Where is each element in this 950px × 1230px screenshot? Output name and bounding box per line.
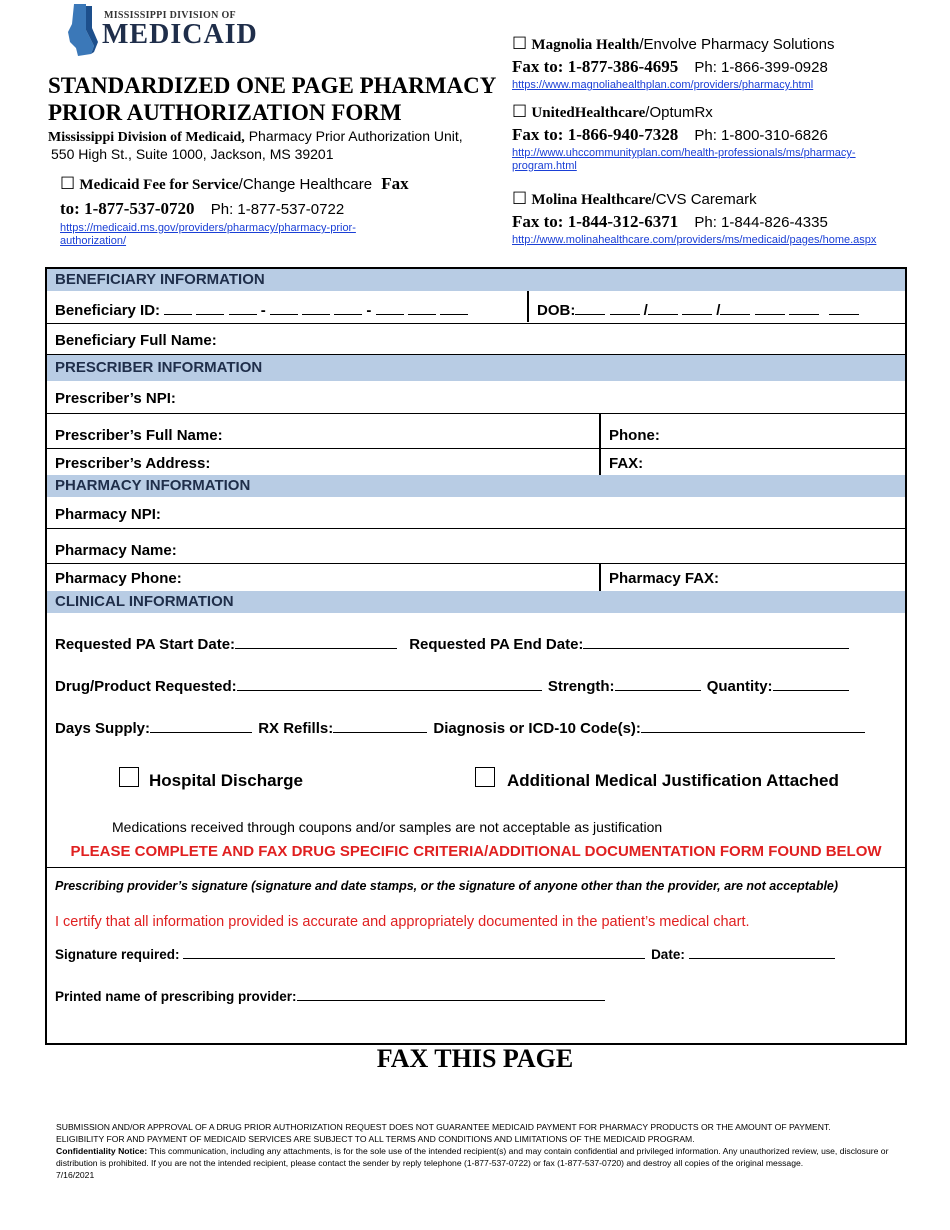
pa-dates-line xyxy=(55,635,849,653)
ffs-vendor: /Change Healthcare xyxy=(238,176,373,193)
disclaimer xyxy=(56,1121,896,1181)
plan-magnolia xyxy=(512,34,912,91)
confidentiality-label: Confidentiality Notice: xyxy=(56,1146,148,1156)
days-supply-input[interactable] xyxy=(150,719,252,733)
beneficiary-section-header xyxy=(47,269,905,291)
magnolia-phone: Ph: 1-866-399-0928 xyxy=(694,59,828,76)
hospital-discharge-checkbox[interactable] xyxy=(119,767,139,787)
drug-label: Drug/Product Requested: xyxy=(55,678,237,695)
quantity-input[interactable] xyxy=(773,677,849,691)
form-title xyxy=(48,72,508,126)
pharmacy-npi-row[interactable] xyxy=(47,497,905,529)
plan-ffs xyxy=(60,172,460,247)
prescriber-fax-label[interactable]: FAX: xyxy=(609,455,644,472)
clinical-section-header xyxy=(47,591,905,613)
united-fax: Fax to: 1-866-940-7328 xyxy=(512,125,679,144)
ffs-fax-prefix: Fax xyxy=(381,174,409,193)
pa-start-label: Requested PA Start Date: xyxy=(55,636,236,653)
date-input[interactable] xyxy=(689,947,835,959)
united-name: UnitedHealthcare xyxy=(531,105,646,121)
form-version: 7/16/2021 xyxy=(56,1170,95,1180)
prescriber-address-label[interactable]: Prescriber’s Address: xyxy=(55,455,211,472)
logo-text-big: MEDICAID xyxy=(102,19,258,50)
plan-molina xyxy=(512,189,912,246)
magnolia-fax: Fax to: 1-877-386-4695 xyxy=(512,57,679,76)
agency-address: 550 High St., Suite 1000, Jackson, MS 39201 xyxy=(51,146,334,162)
signature-label: Signature required: xyxy=(55,947,180,962)
disclaimer-line2: ELIGIBILITY FOR AND PAYMENT OF MEDICAID SERVICES ARE SUBJECT TO ALL TERMS AND CONDITIONS AND LIMITATIONS OF THE MEDICAID PROGRAM. xyxy=(56,1134,695,1144)
pharmacy-section-header xyxy=(47,475,905,497)
prescriber-section-header xyxy=(47,355,905,381)
printed-name-label: Printed name of prescribing provider: xyxy=(55,989,297,1004)
agency-unit: Pharmacy Prior Authorization Unit, xyxy=(244,128,463,144)
plan-united xyxy=(512,102,912,172)
confidentiality-text: This communication, including any attachments, is for the sole use of the intended recipient(s) and may contain confidential and privileged information. Any unauthorized review, use, disclosure or distribution is prohibited. If you are not the intended recipient, please contact the sender by reply telephone (1-877-537-0722) or fax (1-877-537-0720) and destroy all copies of the original message. xyxy=(56,1146,889,1168)
pa-start-input[interactable] xyxy=(235,635,397,649)
quantity-label: Quantity: xyxy=(706,678,773,695)
molina-checkbox[interactable]: ☐ xyxy=(512,189,528,209)
beneficiary-id-sep1: - xyxy=(260,302,266,319)
molina-phone: Ph: 1-844-826-4335 xyxy=(694,214,828,231)
magnolia-vendor: /Envolve Pharmacy Solutions xyxy=(639,36,835,53)
dob-sep1: / xyxy=(643,302,648,319)
pharmacy-phone-row xyxy=(47,564,905,591)
ffs-fax: to: 1-877-537-0720 xyxy=(60,199,195,218)
signature-line xyxy=(55,947,835,962)
prescriber-name-label[interactable]: Prescriber’s Full Name: xyxy=(55,427,223,444)
molina-fax: Fax to: 1-844-312-6371 xyxy=(512,212,679,231)
beneficiary-id-label: Beneficiary ID: xyxy=(55,302,161,319)
drug-line xyxy=(55,677,849,695)
magnolia-url[interactable]: https://www.magnoliahealthplan.com/providers/pharmacy.html xyxy=(512,79,814,91)
signature-input[interactable] xyxy=(183,947,645,959)
molina-name: Molina Healthcare xyxy=(531,192,652,208)
printed-name-input[interactable] xyxy=(297,989,605,1001)
ffs-url-1[interactable]: https://medicaid.ms.gov/providers/pharmacy/pharmacy-prior- xyxy=(60,222,356,234)
prescriber-section-title: PRESCRIBER INFORMATION xyxy=(55,359,263,376)
additional-justification-checkbox[interactable] xyxy=(475,767,495,787)
diagnosis-label: Diagnosis or ICD-10 Code(s): xyxy=(433,720,641,737)
printed-name-line xyxy=(55,989,605,1004)
pharmacy-section-title: PHARMACY INFORMATION xyxy=(55,477,251,494)
agency-name: Mississippi Division of Medicaid, xyxy=(48,130,245,145)
additional-justification-label: Additional Medical Justification Attached xyxy=(507,771,839,790)
prescriber-npi-label: Prescriber’s NPI: xyxy=(55,390,176,407)
diagnosis-input[interactable] xyxy=(641,719,865,733)
coupon-note: Medications received through coupons and/or samples are not acceptable as justification xyxy=(112,819,663,835)
dob-field[interactable] xyxy=(537,301,859,319)
beneficiary-name-label: Beneficiary Full Name: xyxy=(55,332,217,349)
fax-this-page-heading: FAX THIS PAGE xyxy=(376,1044,574,1073)
ffs-url-2[interactable]: authorization/ xyxy=(60,235,127,247)
strength-label: Strength: xyxy=(547,678,615,695)
united-vendor: /OptumRx xyxy=(645,104,713,121)
magnolia-name: Magnolia Health xyxy=(531,37,640,53)
date-label: Date: xyxy=(651,947,685,962)
beneficiary-name-row[interactable] xyxy=(47,324,905,355)
strength-input[interactable] xyxy=(615,677,701,691)
ffs-phone: Ph: 1-877-537-0722 xyxy=(210,201,345,218)
dob-sep2: / xyxy=(716,302,721,319)
pharmacy-name-row[interactable] xyxy=(47,529,905,564)
logo-text-small: MISSISSIPPI DIVISION OF xyxy=(104,10,236,21)
molina-url[interactable]: http://www.molinahealthcare.com/providers/ms/medicaid/pages/home.aspx xyxy=(512,234,877,246)
dob-label: DOB: xyxy=(537,302,576,319)
days-supply-label: Days Supply: xyxy=(55,720,151,737)
refills-label: RX Refills: xyxy=(258,720,334,737)
pharmacy-fax-label[interactable]: Pharmacy FAX: xyxy=(609,570,720,587)
beneficiary-id-sep2: - xyxy=(366,302,372,319)
ffs-checkbox[interactable]: ☐ xyxy=(60,174,76,194)
pa-end-input[interactable] xyxy=(583,635,849,649)
prescriber-npi-row[interactable] xyxy=(47,381,905,414)
drug-input[interactable] xyxy=(237,677,542,691)
supply-line xyxy=(55,719,865,737)
disclaimer-line1: SUBMISSION AND/OR APPROVAL OF A DRUG PRIOR AUTHORIZATION REQUEST DOES NOT GUARANTEE MEDICAID PAYMENT FOR PHARMACY PRODUCTS OR THE AMOUNT OF PAYMENT. xyxy=(56,1122,831,1132)
prescriber-name-row xyxy=(47,414,905,449)
pharmacy-name-label: Pharmacy Name: xyxy=(55,542,177,559)
hospital-discharge-label: Hospital Discharge xyxy=(149,771,303,790)
beneficiary-id-field[interactable] xyxy=(55,301,468,319)
agency-info xyxy=(48,128,508,162)
certify-statement: I certify that all information provided is accurate and appropriately documented in the patient’s medical chart. xyxy=(55,914,750,930)
molina-vendor: /CVS Caremark xyxy=(651,191,757,208)
ffs-name: Medicaid Fee for Service xyxy=(79,177,239,193)
form-title-line2: PRIOR AUTHORIZATION FORM xyxy=(48,100,402,125)
beneficiary-section-title: BENEFICIARY INFORMATION xyxy=(55,271,265,288)
prescriber-phone-label[interactable]: Phone: xyxy=(609,427,660,444)
pa-form xyxy=(45,267,907,1045)
medicaid-logo xyxy=(64,2,258,60)
prescriber-address-row xyxy=(47,449,905,475)
mississippi-state-icon xyxy=(64,2,104,58)
beneficiary-id-row xyxy=(47,291,905,324)
united-checkbox[interactable]: ☐ xyxy=(512,102,528,122)
pharmacy-npi-label: Pharmacy NPI: xyxy=(55,506,161,523)
pa-end-label: Requested PA End Date: xyxy=(409,636,584,653)
form-title-line1: STANDARDIZED ONE PAGE PHARMACY xyxy=(48,73,497,98)
refills-input[interactable] xyxy=(333,719,427,733)
complete-fax-notice: PLEASE COMPLETE AND FAX DRUG SPECIFIC CRITERIA/ADDITIONAL DOCUMENTATION FORM FOUND BELOW xyxy=(70,843,882,860)
united-phone: Ph: 1-800-310-6826 xyxy=(694,127,828,144)
clinical-section-title: CLINICAL INFORMATION xyxy=(55,593,234,610)
united-url-2[interactable]: program.html xyxy=(512,160,577,172)
signature-divider xyxy=(47,867,905,868)
united-url-1[interactable]: http://www.uhccommunityplan.com/health-professionals/ms/pharmacy- xyxy=(512,147,856,159)
magnolia-checkbox[interactable]: ☐ xyxy=(512,34,528,54)
pharmacy-phone-label[interactable]: Pharmacy Phone: xyxy=(55,570,182,587)
signature-note: Prescribing provider’s signature (signature and date stamps, or the signature of anyone other than the provider, are not acceptable) xyxy=(55,879,839,893)
